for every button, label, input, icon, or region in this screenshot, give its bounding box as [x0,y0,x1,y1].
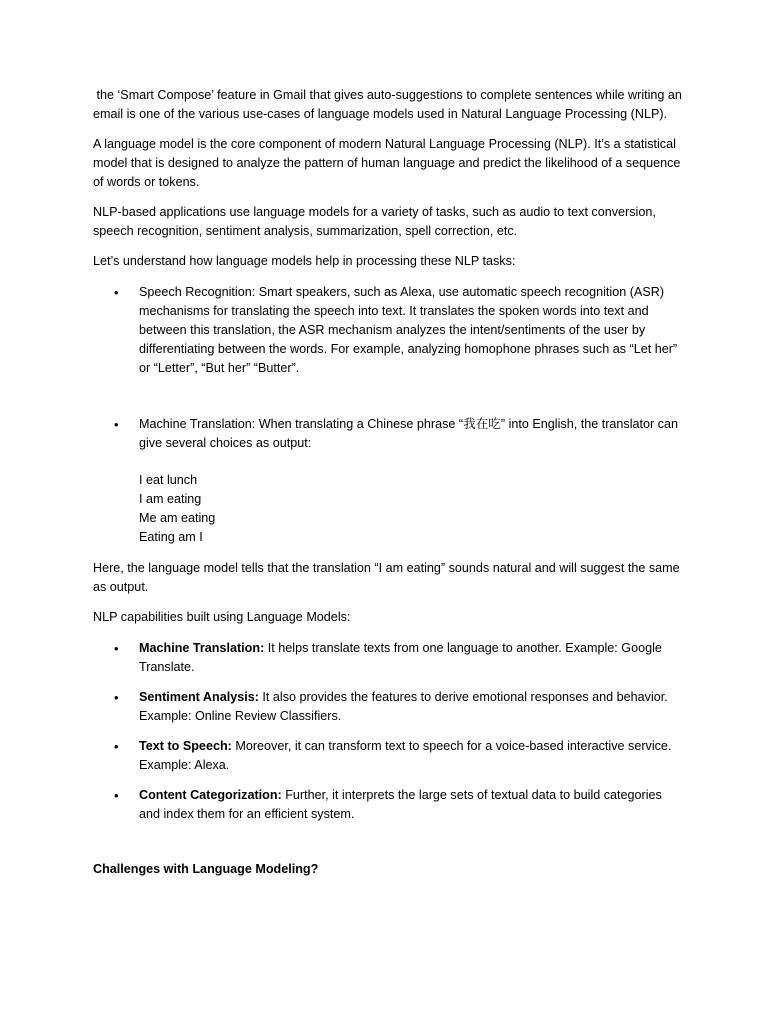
list-item-capability-text-to-speech [93,737,683,775]
applications-paragraph: NLP-based applications use language models for a variety of tasks, such as audio to text conversion, speech recognition, sentiment analysis, summarization, spell correction, etc. [93,205,656,238]
list-item-capability-content-categorization [93,786,683,824]
section-heading: Challenges with Language Modeling? [93,862,319,876]
capability-title: Sentiment Analysis: [139,690,259,704]
bullet-icon: • [114,417,119,432]
tasks-list-2 [93,415,683,453]
bullet-icon: • [114,285,119,300]
capability-text: Moreover, it can transform text to speech for a voice-based interactive service. Example: Alexa. [139,739,672,772]
translation-option: Me am eating [139,511,216,525]
capabilities-list [93,639,683,824]
intro-paragraph: the ‘Smart Compose’ feature in Gmail that gives auto-suggestions to complete sentences while writing an email is one of the various use-cases of language models used in Natural Language Processing (NLP). [93,88,686,121]
capability-title: Content Categorization: [139,788,282,802]
bullet-icon: • [114,739,119,754]
capability-title: Text to Speech: [139,739,232,753]
capabilities-intro-paragraph: NLP capabilities built using Language Models: [93,610,351,624]
translation-option: Eating am I [139,530,203,544]
capability-text: Further, it interprets the large sets of textual data to build categories and index them for an efficient system. [139,788,662,821]
translation-options [93,471,683,547]
list-item-machine-translation [93,415,683,453]
capability-text: It helps translate texts from one language to another. Example: Google Translate. [139,641,662,674]
capability-text: It also provides the features to derive emotional responses and behavior. Example: Online Review Classifiers. [139,690,668,723]
list-item-speech-recognition [93,283,683,378]
document-body [93,86,686,879]
tasks-intro-paragraph: Let’s understand how language models help in processing these NLP tasks: [93,254,516,268]
translation-option: I eat lunch [139,473,198,487]
translation-option: I am eating [139,492,202,506]
bullet-icon: • [114,641,119,656]
list-item-text: Speech Recognition: Smart speakers, such as Alexa, use automatic speech recognition (ASR) mechanisms for translating the speech into text. It translates the spoken words into text and between this translation, the ASR mechanism analyzes the intent/sentiments of the user by differentiating between the words. For example, analyzing homophone phrases such as “Let her” or “Letter”, “But her” “Butter”. [139,285,678,375]
spacer [93,389,683,415]
definition-paragraph: A language model is the core component of modern Natural Language Processing (NLP). It’s a statistical model that is designed to analyze the pattern of human language and predict the likelihood of a sequence of words or tokens. [93,137,681,189]
list-item-capability-machine-translation [93,639,683,677]
list-item-text: Machine Translation: When translating a Chinese phrase “我在吃” into English, the translator can give several choices as output: [139,417,678,450]
capability-title: Machine Translation: [139,641,265,655]
translation-conclusion-paragraph: Here, the language model tells that the translation “I am eating” sounds natural and will suggest the same as output. [93,561,680,594]
bullet-icon: • [114,690,119,705]
tasks-list [93,283,683,378]
list-item-capability-sentiment-analysis [93,688,683,726]
bullet-icon: • [114,788,119,803]
